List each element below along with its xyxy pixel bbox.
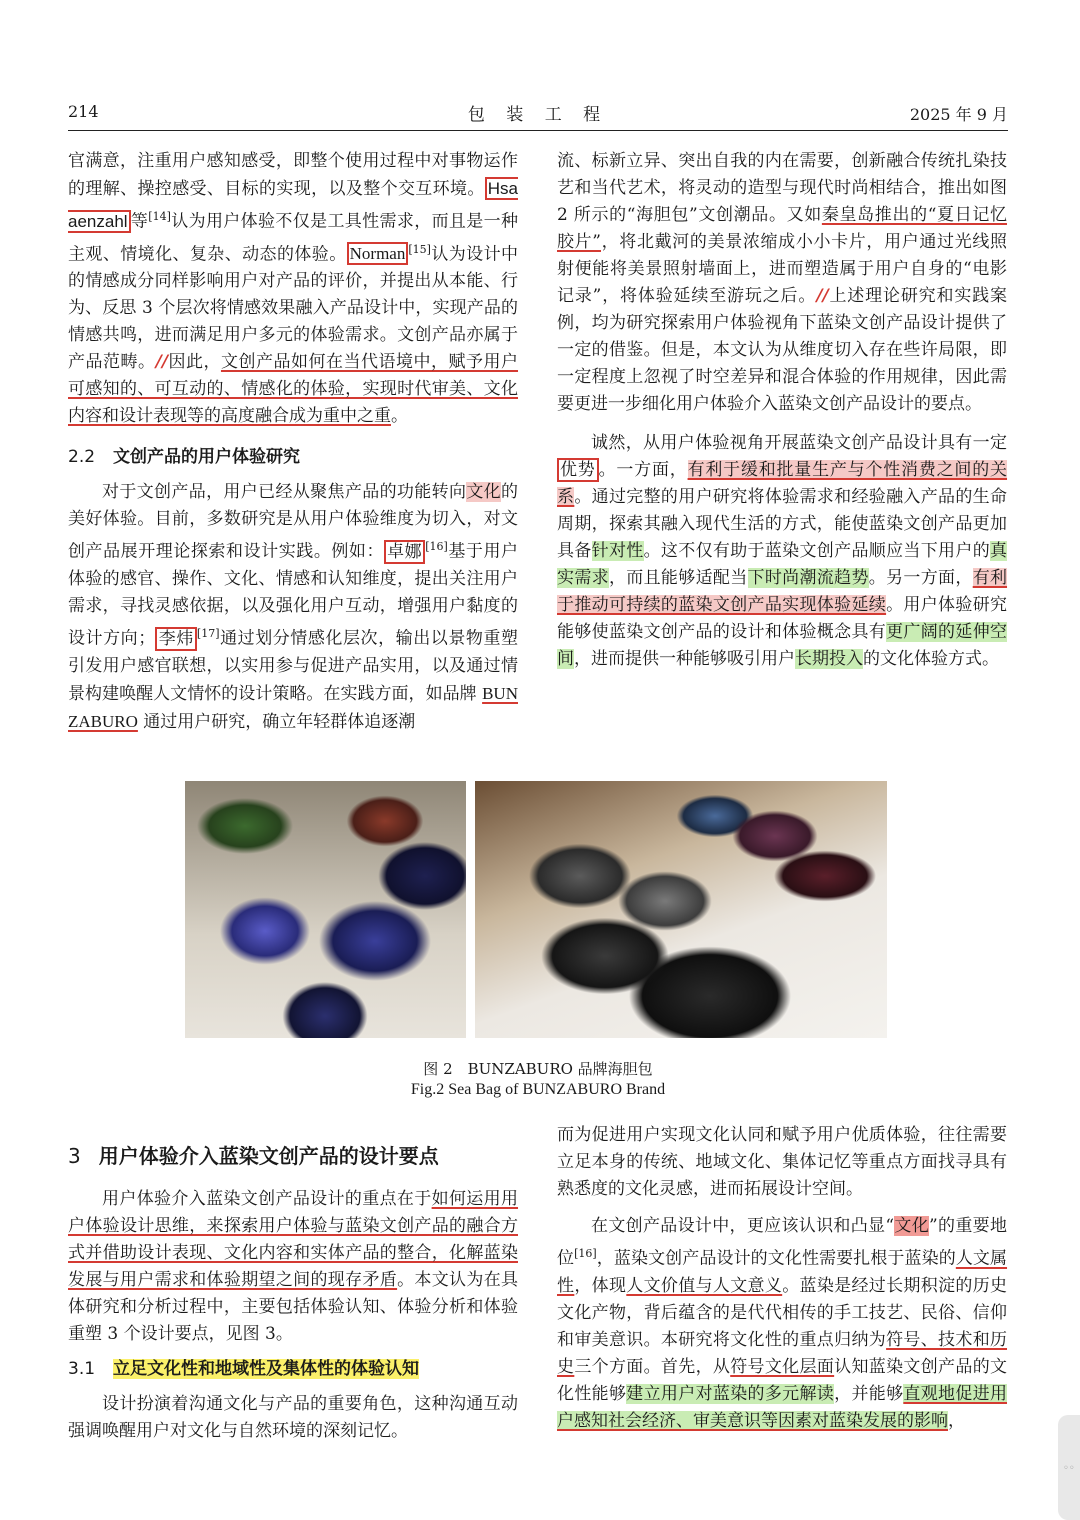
highlight-culture: 文化: [894, 1216, 930, 1236]
underline-annotation: 如何运用用户体验设计思维，来探索用户体验与蓝染文创产品的融合方式并借助设计表现、文化内容和实体产品的整合，化解蓝染发展与用户需求和体验期望之间的现存矛盾: [68, 1189, 519, 1290]
left-column-top: [68, 148, 518, 736]
paragraph-cultural-identity: 而为促进用户实现文化认同和赋予用户优质体验，往往需要立足本身的传统、地域文化、集体记忆等重点方面找寻具有熟悉度的文化灵感，进而拓展设计空间。: [557, 1125, 1007, 1199]
section-heading-3-1: 3.1 立足文化性和地域性及集体性的体验认知: [68, 1359, 420, 1379]
highlight-green: 建立用户对蓝染的多元解读: [626, 1383, 835, 1404]
highlight-culture: 文化: [466, 482, 502, 503]
more-icon: ◦◦: [1063, 1463, 1075, 1474]
ref-box-zhuona: 卓娜: [384, 540, 425, 564]
highlight-green: 直观地促进用户感知社会经济、审美意识等因素对蓝染发展的影响: [557, 1383, 1008, 1431]
highlight-green: 更广阔的延伸空间: [557, 622, 1008, 669]
annotation-slash: //: [155, 352, 168, 373]
side-scroll-handle[interactable]: [1058, 1415, 1080, 1520]
highlight-yellow: 立足文化性和地域性及集体性的体验认知: [113, 1359, 420, 1379]
underline-annotation: 符号文化层面: [730, 1356, 835, 1377]
citation: [16]: [425, 540, 448, 554]
figure-photo-blue-sea-bags: [185, 781, 466, 1038]
underline-annotation: 秦皇岛推出的“夏日记忆胶片”: [557, 205, 1007, 252]
highlight-green: 下时尚潮流趋势: [747, 568, 869, 588]
annotation-slash: //: [816, 286, 829, 306]
figure-caption-zh: 图 2 BUNZABURO 品牌海胆包: [423, 1060, 653, 1078]
page-number: 214: [68, 102, 99, 121]
right-column-top: [557, 148, 1007, 673]
paragraph-design-points: 用户体验介入蓝染文创产品设计的重点在于如何运用用户体验设计思维，来探索用户体验与蓝染文创产品的融合方式并借助设计表现、文化内容和实体产品的整合，化解蓝染发展与用户需求和体验期望之间的现存矛盾。本文认为在具体研究和分析过程中，主要包括体验认知、体验分析和体验重塑 3 个设计要点，见图 3。: [68, 1189, 519, 1344]
underline-annotation: 符号、技术和历史: [557, 1329, 1008, 1377]
ref-box-liwei: 李炜: [155, 627, 197, 651]
highlight-annotation: 有利于推动可持续的蓝染文创产品实现体验延续: [557, 568, 1008, 615]
figure-caption-en: Fig.2 Sea Bag of BUNZABURO Brand: [410, 1081, 666, 1098]
left-column-bottom: [68, 1138, 518, 1445]
section-heading-3: 3 用户体验介入蓝染文创产品的设计要点: [68, 1144, 439, 1168]
paragraph-advantages: 诚然，从用户体验视角开展蓝染文创产品设计具有一定优势 。一方面，有利于缓和批量生产与个性消费之间的关系。通过完整的用户研究将体验需求和经验融入产品的生命周期，探索其融入现代生活的方式，能使蓝染文创产品更加具备针对性。这不仅有助于蓝染文创产品顺应当下用户的真实需求，而且能够适配当下时尚潮流趋势。另一方面，有利于推动可持续的蓝染文创产品实现体验延续。用户体验研究能够使蓝染文创产品的设计和体验概念具有更广阔的延伸空间，进而提供一种能够吸引用户长期投入的文化体验方式。: [557, 433, 1008, 669]
right-column-bottom: [557, 1122, 1007, 1435]
paragraph-ux-research: 对于文创产品，用户已经从聚焦产品的功能转向文化的美好体验。目前，多数研究是从用户体验维度为切入，对文创产品展开理论探索和设计实践。例如： 卓娜 [16]基于用户体验的感官、操作、文化、情感和认知维度，提出关注用户需求，寻找灵感依据，以及强化用户互动，增强用户黏度的设计方向； 李炜 [17]通过划分情感化层次，输出以景物重塑引发用户感官联想，以实用参与促进产品实用，以及通过情景构建唤醒人文情怀的设计策略。在实践方面，如品牌 BUNZABURO 通过用户研究，确立年轻群体追逐潮: [68, 482, 519, 732]
paragraph-culture-communication: 设计扮演着沟通文化与产品的重要角色，这种沟通互动强调唤醒用户对文化与自然环境的深刻记忆。: [68, 1394, 518, 1441]
highlight-green: 真实需求: [557, 541, 1008, 588]
issue-date: 2025 年 9 月: [909, 105, 1008, 124]
citation: [16]: [574, 1247, 597, 1260]
highlight-annotation: 有利于缓和批量生产与个性消费之间的关系: [557, 460, 1008, 507]
paragraph-brand-cases: 流、标新立异、突出自我的内在需要，创新融合传统扎染技艺和当代艺术，将灵动的造型与现代时尚相结合，推出如图 2 所示的“海胆包”文创潮品。又如秦皇岛推出的“夏日记忆胶片”，将北戴河的美景浓缩成小小卡片，用户通过光线照射便能将美景照射墙面上，进而塑造属于用户自身的“电影记录”，将体验延续至游玩之后。//上述理论研究和实践案例，均为研究探索用户体验视角下蓝染文创产品设计提供了一定的借鉴。但是，本文认为从维度切入存在些许局限，即一定程度上忽视了时空差异和混合体验的作用规律，因此需要更进一步细化用户体验介入蓝染文创产品设计的要点。: [557, 151, 1007, 414]
citation: [14]: [148, 210, 171, 223]
underline-annotation: 人文属性: [557, 1248, 1008, 1296]
section-heading-2-2: 2.2 文创产品的用户体验研究: [68, 447, 301, 468]
ref-box-hsaaenzahl: Hsaaenzahl: [68, 179, 518, 231]
ref-box-norman: Norman: [347, 242, 409, 265]
highlight-green: 长期投入: [795, 649, 863, 669]
journal-name: 包 装 工 程: [467, 105, 609, 125]
paragraph-culturality: 在文创产品设计中，更应该认识和凸显“文化”的重要地位[16]，蓝染文创产品设计的文化性需要扎根于蓝染的人文属性，体现人文价值与人文意义。蓝染是经过长期积淀的历史文化产物，背后蕴含的是代代相传的手工技艺、民俗、信仰和审美意识。本研究将文化性的重点归纳为符号、技术和历史三个方面。首先，从符号文化层面认知蓝染文创产品的文化性能够建立用户对蓝染的多元解读，并能够直观地促进用户感知社会经济、审美意识等因素对蓝染发展的影响，: [557, 1216, 1008, 1431]
underline-annotation: 人文价值与人文意义: [626, 1275, 783, 1296]
citation: [17]: [196, 626, 220, 640]
brand-underline: BUNZABURO: [68, 683, 518, 731]
running-header: [68, 96, 1008, 128]
figure-photo-grey-sea-bags: [475, 781, 887, 1038]
underline-annotation: 文创产品如何在当代语境中，赋予用户可感知的、可互动的、情感化的体验，实现时代审美、文化内容和设计表现等的高度融合成为重中之重: [68, 352, 519, 427]
box-advantage: 优势: [557, 458, 599, 482]
header-rule: [68, 130, 1008, 131]
highlight-green: 针对性: [591, 541, 644, 561]
paragraph-ux-theory: 官满意，注重用户感知感受，即整个使用过程中对事物运作的理解、操控感受、目标的实现，以及整个交互环境。 Hsaaenzahl 等[14]认为用户体验不仅是工具性需求，而且是一种主观、情境化、复杂、动态的体验。 Norman [15]认为设计中的情感成分同样影响用户对产品的评价，并提出从本能、行为、反思 3 个层次将情感效果融入产品设计中，实现产品的情感共鸣，进而满足用户多元的体验需求。文创产品亦属于产品范畴。//因此，文创产品如何在当代语境中，赋予用户可感知的、可互动的、情感化的体验，实现时代审美、文化内容和设计表现等的高度融合成为重中之重。: [68, 151, 519, 427]
citation: [15]: [408, 242, 431, 256]
